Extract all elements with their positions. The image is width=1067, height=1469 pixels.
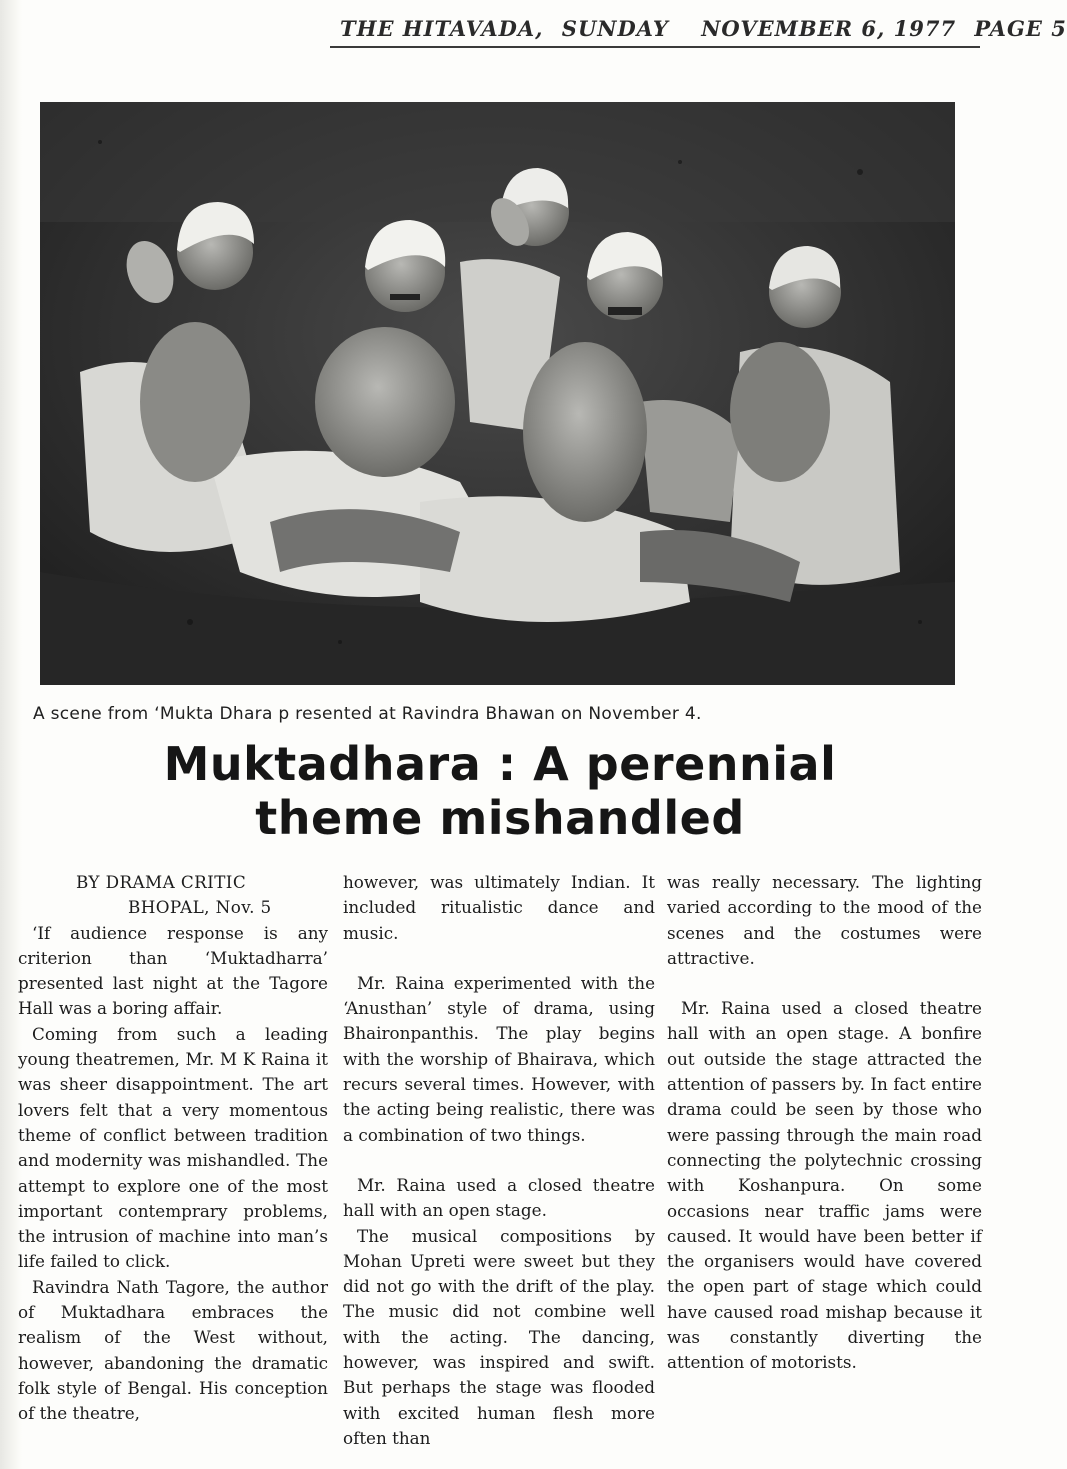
- byline: [18, 870, 328, 921]
- paragraph: Coming from such a leading young theatremen, Mr. M K Raina it was sheer disappointment. The art lovers felt that a very momentous theme of conflict between tradition and modernity was mishandled. The attempt to explore one of the most important contemprary problems, the intrusion of machine into man’s life failed to click.: [18, 1023, 328, 1272]
- photo-illustration: [40, 102, 955, 685]
- paragraph-gap: [343, 946, 655, 971]
- paragraph: however, was ultimately Indian. It included ritualistic dance and music.: [343, 872, 655, 943]
- article-column-3: [667, 870, 982, 1460]
- paragraph: Mr. Raina used a closed theatre hall with an open stage. A bonfire out outside the stage attracted the attention of passers by. In fact entire drama could be seen by those who were passing through the main road connecting the polytechnic crossing with Koshanpura. On some occasions near traffic jams were caused. It would have been better if the organisers would have covered the open part of stage which could have caused road mishap because it was constantly diverting the attention of motorists.: [667, 998, 982, 1373]
- article-column-1: [18, 870, 328, 1460]
- masthead-rule: [330, 46, 980, 48]
- paragraph: was really necessary. The lighting varied according to the mood of the scenes and the costumes were attractive.: [667, 872, 982, 968]
- masthead-page: PAGE 5: [974, 16, 1067, 41]
- performance-photo: [40, 102, 955, 685]
- dateline: [18, 895, 328, 920]
- paragraph: Mr. Raina used a closed theatre hall with an open stage.: [343, 1174, 655, 1221]
- headline-line-1: Muktadhara : A perennial: [163, 737, 837, 791]
- masthead-paper: THE HITAVADA,: [340, 16, 544, 41]
- dateline-date: Nov. 5: [215, 897, 272, 918]
- photo-caption: A scene from ‘Mukta Dhara p resented at Ravindra Bhawan on November 4.: [33, 704, 702, 724]
- headline: [70, 738, 930, 846]
- paragraph: The musical compositions by Mohan Upreti were sweet but they did not go with the drift of the play. The music did not combine well with the acting. The dancing, however, was inspired and swift. But perhaps the stage was flooded with excited human flesh more often than: [343, 1225, 655, 1448]
- article-column-2: [343, 870, 655, 1460]
- paragraph-gap: [667, 971, 982, 996]
- paragraph: ‘If audience response is any criterion than ‘Muktadharra’ presented last night at the Tagore Hall was a boring affair.: [18, 922, 328, 1019]
- masthead-day: SUNDAY: [561, 16, 669, 41]
- byline-author: BY DRAMA CRITIC: [76, 872, 247, 892]
- masthead-date: NOVEMBER 6, 1977: [701, 16, 957, 41]
- paragraph: Mr. Raina experimented with the ‘Anusthan’ style of drama, using Bhaironpanthis. The play begins with the worship of Bhairava, which recurs several times. However, with the acting being realistic, there was a combination of two things.: [343, 972, 655, 1145]
- paragraph-gap: [343, 1148, 655, 1173]
- masthead: [340, 16, 1067, 50]
- paragraph: Ravindra Nath Tagore, the author of Muktadhara embraces the realism of the West without, however, abandoning the dramatic folk style of Bengal. His conception of the theatre,: [18, 1276, 328, 1424]
- headline-line-2: theme mishandled: [255, 790, 745, 845]
- dateline-place: BHOPAL,: [128, 897, 210, 918]
